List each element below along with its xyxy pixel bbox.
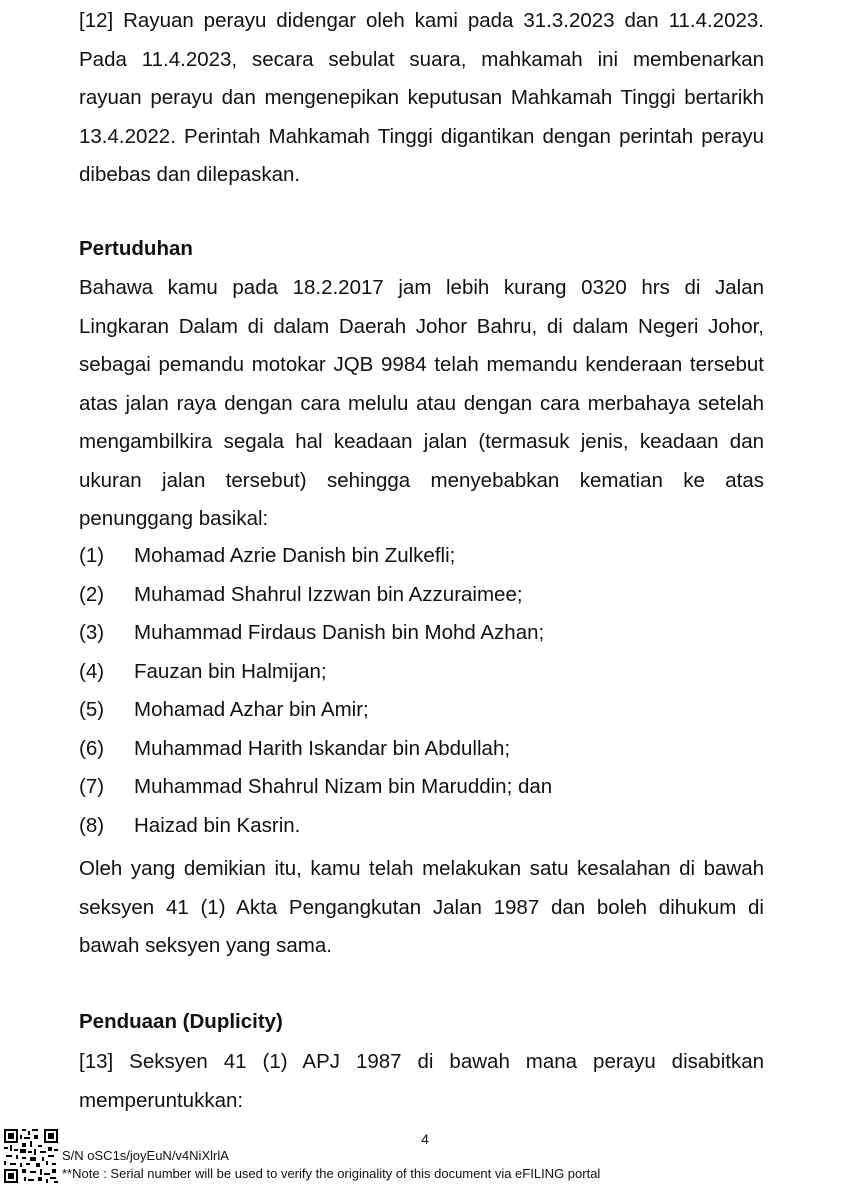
list-item [79,807,764,846]
list-number: (4) [79,659,105,683]
charge-conclusion: Oleh yang demikian itu, kamu telah melakukan satu kesalahan di bawah seksyen 41 (1) Akta Pengangkutan Jalan 1987 dan boleh dihukum di bawah seksyen yang sama. [79,857,764,957]
list-item [79,576,764,615]
victim-name: Mohamad Azrie Danish bin Zulkefli; [134,544,456,567]
list-item [79,691,764,730]
list-number: (3) [79,621,105,644]
list-item [79,653,764,692]
list-number: (8) [79,813,105,837]
list-item [79,730,764,769]
victim-name: Muhammad Harith Iskandar bin Abdullah; [134,736,511,760]
paragraph-13: [13] Seksyen 41 (1) APJ 1987 di bawah mana perayu disabitkan memperuntukkan: [79,1050,764,1112]
qr-code-icon [4,1129,58,1183]
list-number: (2) [79,582,105,606]
serial-number: S/N oSC1s/joyEuN/v4NiXlrlA [62,1148,229,1163]
victim-name: Muhammad Firdaus Danish bin Mohd Azhan; [134,621,545,644]
list-number: (7) [79,775,105,798]
list-item [79,537,764,576]
heading-penduaan: Penduaan (Duplicity) [79,1010,283,1033]
heading-pertuduhan: Pertuduhan [79,237,193,260]
page-number: 4 [421,1131,429,1147]
list-item [79,614,764,653]
footer-note: **Note : Serial number will be used to verify the originality of this document via eFILING portal [62,1166,601,1181]
victim-name: Muhamad Shahrul Izzwan bin Azzuraimee; [134,582,523,606]
victim-name: Muhammad Shahrul Nizam bin Maruddin; dan [134,775,553,798]
list-number: (5) [79,698,105,721]
victim-name: Mohamad Azhar bin Amir; [134,698,369,721]
charge-text: Bahawa kamu pada 18.2.2017 jam lebih kurang 0320 hrs di Jalan Lingkaran Dalam di dalam Daerah Johor Bahru, di dalam Negeri Johor, sebagai pemandu motokar JQB 9984 telah memandu kenderaan tersebut atas jalan raya dengan cara melulu atau dengan cara merbahaya setelah mengambilkira segala hal keadaan jalan (termasuk jenis, keadaan dan ukuran jalan tersebut) sehingga menyebabkan kematian ke atas penunggang basikal: [79,276,764,530]
victim-list [79,537,764,845]
victim-name: Fauzan bin Halmijan; [134,659,327,683]
paragraph-12: [12] Rayuan perayu didengar oleh kami pada 31.3.2023 dan 11.4.2023. Pada 11.4.2023, secara sebulat suara, mahkamah ini membenarkan rayuan perayu dan mengenepikan keputusan Mahkamah Tinggi bertarikh 13.4.2022. Perintah Mahkamah Tinggi digantikan dengan perintah perayu dibebas dan dilepaskan. [79,9,764,186]
list-number: (1) [79,544,105,567]
victim-name: Haizad bin Kasrin. [134,813,301,837]
list-number: (6) [79,736,105,760]
list-item [79,768,764,807]
